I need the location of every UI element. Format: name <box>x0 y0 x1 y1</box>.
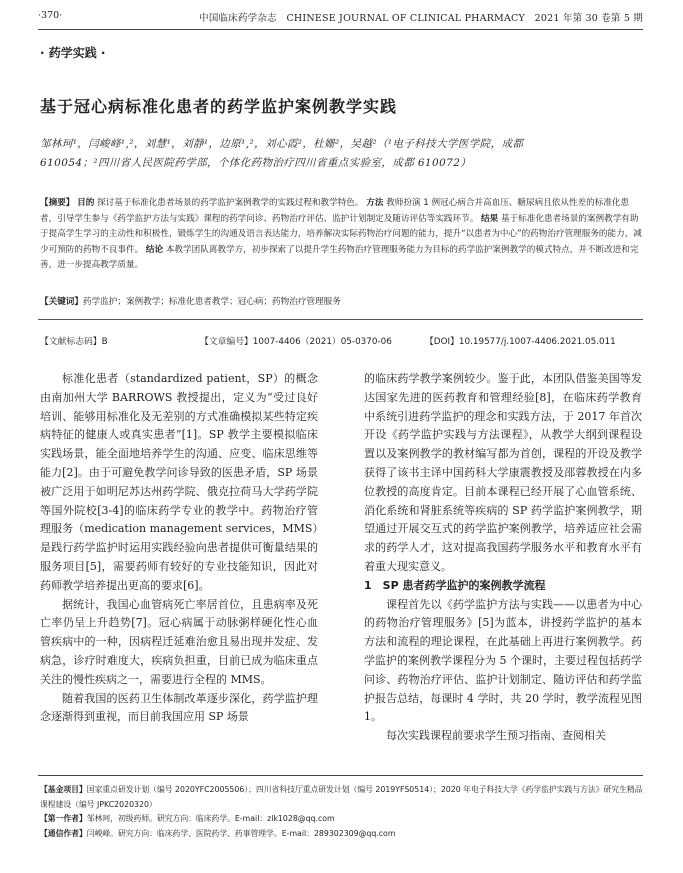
abstract-body <box>40 196 644 274</box>
body-right-column <box>364 370 642 746</box>
corresponding-author-note <box>40 827 644 842</box>
section-heading-1: 1 SP 患者药学监护的案例教学流程 <box>364 578 546 592</box>
body-left-column <box>40 370 318 727</box>
article-title: 基于冠心病标准化患者的药学监护案例教学实践 <box>40 97 398 116</box>
author-line-1: 邹林珂¹，闫峻峰¹,²，刘慧¹，刘静¹，边原¹,²，刘心霞²，杜姗²，吴越²（¹电子科技大学医学院，成都 <box>40 138 524 150</box>
funding-note <box>40 783 644 812</box>
conclusion-tag: 结论 <box>145 244 164 255</box>
keywords <box>40 295 644 307</box>
first-author-note <box>40 812 644 827</box>
section-label: · 药学实践 · <box>40 46 106 60</box>
funding-text: 国家重点研发计划（编号 2020YFC2005506）；四川省科技厅重点研发计划（编号 2019YFS0514）；2020 年电子科技大学《药学监护实践与方法》研究生精品课程建设（编号 JPKC2020320） <box>40 785 643 809</box>
section-1-paragraph-2: 每次实践课程前要求学生预习指南、查阅相关 <box>386 729 606 743</box>
corresponding-author-label: 【通信作者】 <box>40 828 87 838</box>
journal-info: 中国临床药学杂志 CHINESE JOURNAL OF CLINICAL PHARMACY 2021 年第 30 卷第 5 期 <box>199 13 643 24</box>
intro-paragraph-3: 随着我国的医药卫生体制改革逐步深化，药学监护理念逐渐得到重视，而目前我国应用 SP 场景 <box>40 691 318 724</box>
article-number: 【文章编号】1007-4406（2021）05-0370-06 <box>200 337 392 347</box>
intro-paragraph-1: 标准化患者（standardized patient，SP）的概念由南加州大学 BARROWS 教授提出，定义为“受过良好培训、能够用标准化及无差别的方式准确模拟某些特定疾病特征的健康人或真实患者”[1]。SP 教学主要模拟临床实践场景，能全面地培养学生的沟通、应变、临床思维等能力[2]。由于可避免教学问诊导致的医患矛盾，SP 场景被广泛用于如明尼苏达州药学院、俄克拉荷马大学药学院等国外院校[3-4]的临床药学专业的教学中。药物治疗管理服务（medication management services，MMS）是践行药学监护时运用实践经验向患者提供可衡量结果的服务项目[5]，需要药师有较好的专业技能知识，因此对药师教学培养提出更高的要求[6]。 <box>40 372 318 592</box>
intro-paragraph-2: 据统计，我国心血管病死亡率居首位，且患病率及死亡率仍呈上升趋势[7]。冠心病属于动脉粥样硬化性心血管疾病中的一种，因病程迁延难治愈且易出现并发症、发病急，诊疗时难度大，疾病负担重，目前已成为临床重点关注的慢性疾病之一，需要进行全程的 MMS。 <box>40 597 318 686</box>
abstract-divider <box>38 319 643 320</box>
methods-text: 教师扮演 1 例冠心病合并高血压、糖尿病且依从性差的标准化患者，引导学生参与《药学监护方法与实践》课程的药学问诊、药物治疗评估、监护计划制定及随访评估等实践环节。 <box>40 198 630 224</box>
clc-code: 【文献标志码】B <box>40 337 108 347</box>
author-list <box>40 135 642 173</box>
footnotes <box>40 783 644 841</box>
keywords-text: 药学监护；案例教学；标准化患者教学；冠心病；药物治疗管理服务 <box>82 297 341 307</box>
corresponding-author-text: 闫峻峰。研究方向：临床药学、医院药学、药事管理学。E-mail：289302309@qq.com <box>86 828 396 838</box>
keywords-label: 【关键词】 <box>40 297 83 307</box>
intro-paragraph-4: 的临床药学教学案例较少。鉴于此，本团队借鉴美国等发达国家先进的医药教育和管理经验[8]，在临床药学教育中系统引进药学监护的理念和实践方法，于 2017 年首次开设《药学监护实践与方法课程》，从教学大纲到课程设置以及案例教学的教材编写都为首创，课程的开设及教学获得了该书主译中国药科大学康震教授及邵蓉教授在内多位教授的高度肯定。目前本课程已经开展了心血管系统、消化系统和肾脏系统等疾病的 SP 药学监护案例教学，期望通过开展交互式的药学监护案例教学，培养适应社会需求的药学人才，这对提高我国药学服务水平和教育水平有着重大现实意义。 <box>364 372 642 573</box>
page-number: ·370· <box>38 10 63 21</box>
running-header <box>38 10 643 28</box>
header-divider <box>38 29 643 30</box>
first-author-text: 邹林珂，初级药师。研究方向：临床药学。E-mail：zlk1028@qq.com <box>86 814 335 823</box>
section-1-paragraph-1: 课程首先以《药学监护方法与实践——以患者为中心的药物治疗管理服务》[5]为蓝本，讲授药学监护的基本方法和流程的理论课程，在此基础上再进行案例教学。药学监护的案例教学课程分为 5 个课时，主要过程包括药学问诊、药物治疗评估、监护计划制定、随访评估和药学监护报告总结，每课时 4 学时，共 20 学时，教学流程见图 1。 <box>364 597 642 724</box>
first-author-label: 【第一作者】 <box>40 814 87 823</box>
abstract <box>40 196 644 274</box>
results-text: 基于标准化患者场景的案例教学有助于提高学生学习的主动性和积极性，锻炼学生的沟通及语言表达能力，培养解决实际药物治疗问题的能力，提升“以患者为中心”的药物治疗管理服务的能力，减少可预防的药物不良事件。 <box>40 213 642 255</box>
objective-text: 探讨基于标准化患者场景的药学监护案例教学的实践过程和教学特色。 <box>97 198 364 208</box>
methods-tag: 方法 <box>366 198 384 208</box>
objective-tag: 目的 <box>77 198 95 208</box>
doi: 【DOI】10.19577/j.1007-4406.2021.05.011 <box>425 337 616 347</box>
conclusion-text: 本教学团队离教学方，初步探索了以提升学生药物治疗管理服务能力为目标的药学监护案例教学的模式特点，并不断改进和完善，进一步提高教学质量。 <box>40 244 639 271</box>
author-line-2: 610054；²四川省人民医院药学部，个体化药物治疗四川省重点实验室，成都 610072） <box>40 157 472 169</box>
abstract-label: 【摘要】 <box>40 198 75 208</box>
footnote-divider <box>38 775 643 776</box>
funding-label: 【基金项目】 <box>40 785 87 794</box>
results-tag: 结果 <box>481 213 499 224</box>
